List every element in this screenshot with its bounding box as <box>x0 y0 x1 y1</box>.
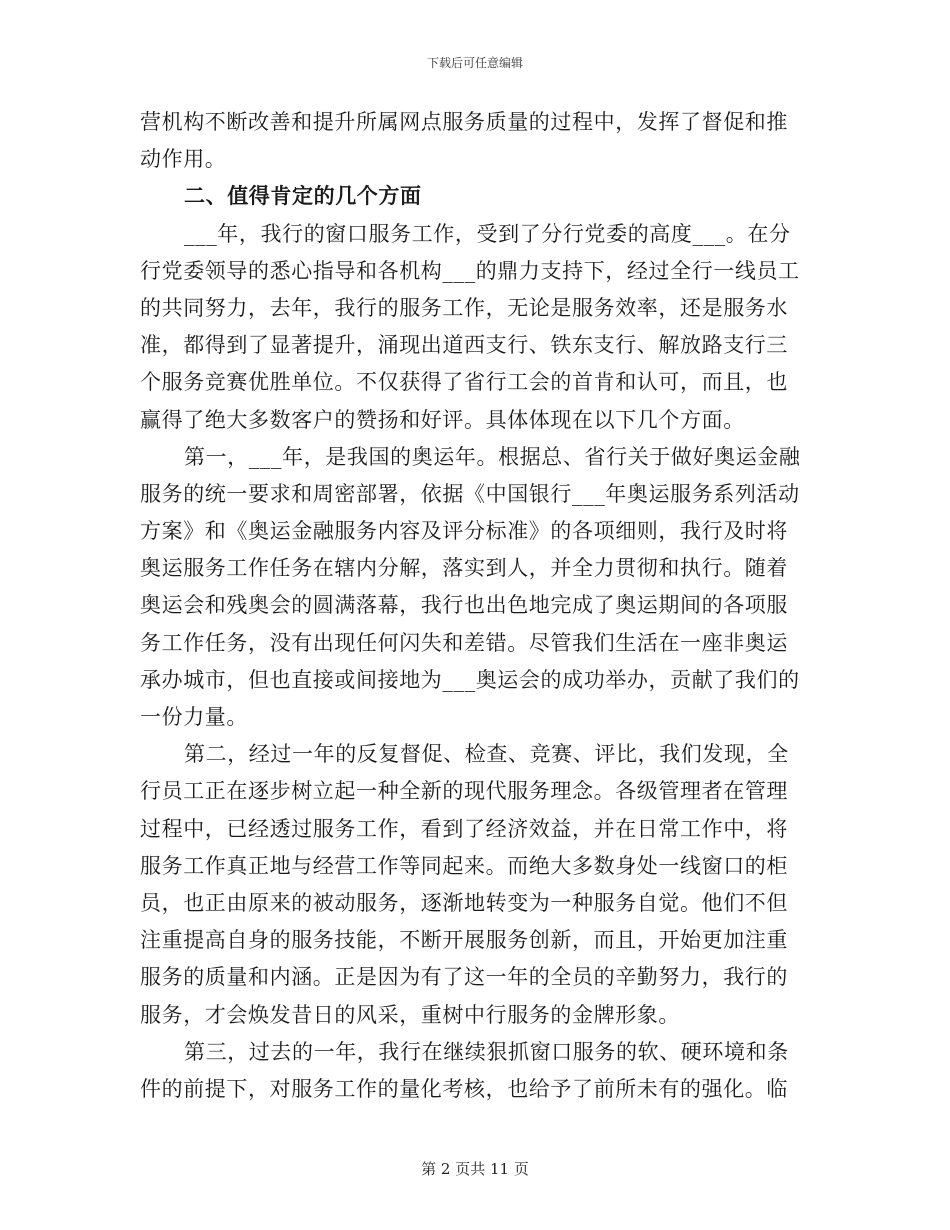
body-line: 个服务竞赛优胜单位。不仅获得了省行工会的首肯和认可，而且，也 <box>140 370 788 395</box>
body-line: ___年，我行的窗口服务工作，受到了分行党委的高度___。在分 <box>184 221 791 246</box>
body-line: 注重提高自身的服务技能，不断开展服务创新，而且，开始更加注重 <box>140 928 788 953</box>
body-line: 第三，过去的一年，我行在继续狠抓窗口服务的软、硬环境和条 <box>184 1039 789 1064</box>
body-line: 第二，经过一年的反复督促、检查、竞赛、评比，我们发现，全 <box>184 742 789 767</box>
body-line: 行员工正在逐步树立起一种全新的现代服务理念。各级管理者在管理 <box>140 779 788 804</box>
body-line: 准，都得到了显著提升，涌现出道西支行、铁东支行、解放路支行三 <box>140 333 788 358</box>
body-line: 方案》和《奥运金融服务内容及评分标准》的各项细则，我行及时将 <box>140 519 788 544</box>
body-line: 务工作任务，没有出现任何闪失和差错。尽管我们生活在一座非奥运 <box>140 630 788 655</box>
page-header-note: 下载后可任意编辑 <box>426 56 523 70</box>
body-line: 奥运服务工作任务在辖内分解，落实到人，并全力贯彻和执行。随着 <box>140 556 788 581</box>
body-line: 营机构不断改善和提升所属网点服务质量的过程中，发挥了督促和推 <box>140 110 788 134</box>
body-line: 过程中，已经透过服务工作，看到了经济效益，并在日常工作中，将 <box>140 816 788 841</box>
section-heading: 二、值得肯定的几个方面 <box>184 184 422 209</box>
body-line: 第一，___年，是我国的奥运年。根据总、省行关于做好奥运金融 <box>184 444 801 469</box>
body-line: 动作用。 <box>140 147 227 172</box>
body-line: 赢得了绝大多数客户的赞扬和好评。具体体现在以下几个方面。 <box>140 407 745 432</box>
page-number-footer: 第 2 页共 11 页 <box>421 1160 529 1178</box>
body-line: 服务，才会焕发昔日的风采，重树中行服务的金牌形象。 <box>140 1002 680 1027</box>
body-line: 行党委领导的悉心指导和各机构___的鼎力支持下，经过全行一线员工 <box>140 258 800 283</box>
document-body <box>140 104 812 1108</box>
body-line: 服务工作真正地与经营工作等同起来。而绝大多数身处一线窗口的柜 <box>140 853 788 878</box>
body-line: 的共同努力，去年，我行的服务工作，无论是服务效率，还是服务水 <box>140 295 788 320</box>
body-line: 奥运会和残奥会的圆满落幕，我行也出色地完成了奥运期间的各项服 <box>140 593 788 618</box>
body-line: 员，也正由原来的被动服务，逐渐地转变为一种服务自觉。他们不但 <box>140 890 788 915</box>
body-line: 服务的质量和内涵。正是因为有了这一年的全员的辛勤努力，我行的 <box>140 965 788 990</box>
body-line: 一份力量。 <box>140 705 248 729</box>
body-line: 件的前提下，对服务工作的量化考核，也给予了前所未有的强化。临 <box>140 1076 788 1101</box>
body-line: 承办城市，但也直接或间接地为___奥运会的成功举办，贡献了我们的 <box>140 667 800 692</box>
body-line: 服务的统一要求和周密部署，依据《中国银行___年奥运服务系列活动 <box>140 481 800 506</box>
